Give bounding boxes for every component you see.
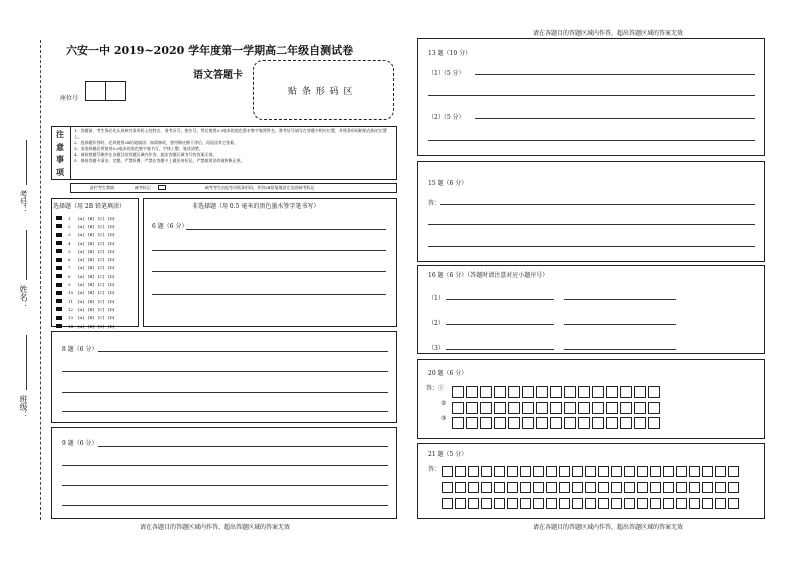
answer-cell[interactable] <box>637 498 648 509</box>
answer-cell[interactable] <box>536 417 548 429</box>
choice-title: 选择题（用 2B 铅笔填涂） <box>53 203 126 210</box>
q13-part1-label: （1）（5 分） <box>428 70 465 77</box>
choice-number: 9 <box>68 282 71 288</box>
nonchoice-title: 非选择题（用 0.5 毫米的黑色墨水签字笔书写） <box>192 203 320 210</box>
choice-grid <box>56 214 136 330</box>
answer-cell[interactable] <box>634 417 646 429</box>
answer-cell[interactable] <box>466 386 478 398</box>
answer-cell[interactable] <box>592 417 604 429</box>
answer-cell[interactable] <box>606 386 618 398</box>
answer-cell[interactable] <box>455 482 466 493</box>
timing-mark <box>56 307 62 311</box>
choice-option[interactable]: [C] <box>98 240 105 246</box>
answer-cell[interactable] <box>550 417 562 429</box>
q6-line-2[interactable] <box>152 250 386 251</box>
answer-cell[interactable] <box>481 466 492 477</box>
answer-cell[interactable] <box>494 482 505 493</box>
answer-cell[interactable] <box>536 386 548 398</box>
choice-option[interactable]: [C] <box>98 257 105 263</box>
timing-mark <box>56 224 62 228</box>
timing-mark <box>56 274 62 278</box>
answer-cell[interactable] <box>637 482 648 493</box>
choice-option[interactable]: [C] <box>98 232 105 238</box>
absent-middle-text: 缺考标记 <box>135 185 151 190</box>
answer-cell[interactable] <box>442 466 453 477</box>
note-line-4: 4．请按照题号顺序在各题目的答题区域内作答，超出答题区域书写的答案无效。 <box>74 152 217 157</box>
absent-right-text: 缺考考生由监考员贴条形码，并用2B铅笔填涂左边的缺考标记 <box>205 185 315 190</box>
q13-line-1[interactable] <box>475 74 755 75</box>
choice-option[interactable]: [D] <box>108 240 115 246</box>
answer-cell[interactable] <box>508 386 520 398</box>
q6-line-1[interactable] <box>186 229 386 230</box>
choice-number: 6 <box>68 257 71 263</box>
q16-part1-label: （1） <box>428 295 444 302</box>
answer-cell[interactable] <box>620 417 632 429</box>
choice-option[interactable]: [C] <box>98 248 105 254</box>
choice-option[interactable]: [C] <box>98 290 105 296</box>
nonchoice-box <box>143 198 397 327</box>
answer-cell[interactable] <box>663 482 674 493</box>
choice-option[interactable]: [A] <box>78 290 85 296</box>
answer-cell[interactable] <box>578 386 590 398</box>
answer-cell[interactable] <box>559 466 570 477</box>
choice-option[interactable]: [D] <box>108 315 115 321</box>
q9-line-4[interactable] <box>62 505 388 506</box>
q13-part2-label: （2）（5 分） <box>428 114 465 121</box>
answer-cell[interactable] <box>598 466 609 477</box>
choice-row <box>56 231 136 239</box>
class-underline <box>26 335 27 390</box>
q16-part3-label: （3） <box>428 345 444 352</box>
q20-row2-label: ② <box>441 400 447 407</box>
answer-cell[interactable] <box>663 498 674 509</box>
q15-line-2[interactable] <box>428 224 755 225</box>
absent-mark-box[interactable] <box>158 185 166 190</box>
q13-line-3[interactable] <box>475 118 755 119</box>
answer-cell[interactable] <box>585 482 596 493</box>
answer-cell[interactable] <box>585 498 596 509</box>
choice-row <box>56 247 136 255</box>
choice-option[interactable]: [A] <box>78 257 85 263</box>
q16-line-3a[interactable] <box>446 349 554 350</box>
q16-line-2b[interactable] <box>564 324 676 325</box>
choice-option[interactable]: [B] <box>88 215 95 221</box>
answer-cell[interactable] <box>598 498 609 509</box>
answer-cell[interactable] <box>663 466 674 477</box>
choice-option[interactable]: [D] <box>108 223 115 229</box>
answer-cell[interactable] <box>624 482 635 493</box>
q8-box <box>51 331 397 423</box>
answer-cell[interactable] <box>546 482 557 493</box>
choice-option[interactable]: [D] <box>108 248 115 254</box>
answer-cell[interactable] <box>442 482 453 493</box>
q21-row-3 <box>442 493 741 512</box>
q21-label: 21 题（5 分） <box>428 451 468 458</box>
answer-cell[interactable] <box>689 482 700 493</box>
choice-option[interactable]: [A] <box>78 215 85 221</box>
choice-option[interactable]: [C] <box>98 215 105 221</box>
answer-cell[interactable] <box>715 482 726 493</box>
answer-cell[interactable] <box>564 417 576 429</box>
answer-cell[interactable] <box>689 466 700 477</box>
timing-mark <box>56 283 62 287</box>
choice-option[interactable]: [C] <box>98 323 105 329</box>
q16-label: 16 题（6 分）（答题时请注意对应小题序号） <box>428 272 549 279</box>
answer-cell[interactable] <box>507 466 518 477</box>
answer-cell[interactable] <box>522 417 534 429</box>
answer-cell[interactable] <box>620 386 632 398</box>
answer-cell[interactable] <box>546 498 557 509</box>
choice-row <box>56 272 136 280</box>
student-no-underline <box>26 140 27 185</box>
q13-label: 13 题（10 分） <box>428 50 472 57</box>
answer-cell[interactable] <box>728 482 739 493</box>
q6-line-3[interactable] <box>152 271 386 272</box>
timing-mark <box>56 216 62 220</box>
timing-mark <box>56 249 62 253</box>
answer-cell[interactable] <box>468 498 479 509</box>
choice-number: 14 <box>68 323 74 329</box>
choice-number: 5 <box>68 248 71 254</box>
answer-cell[interactable] <box>533 466 544 477</box>
choice-row <box>56 239 136 247</box>
footer-bottom-right: 请在各题目的答题区域内作答，超出答题区域的答案无效 <box>533 524 684 531</box>
note-line-2: 2．选择题作答时，必须使用2B铅笔填涂；如需修改，要用橡皮擦干净后，再选涂其它答案。 <box>74 140 239 145</box>
q16-line-1a[interactable] <box>446 299 554 300</box>
choice-option[interactable]: [B] <box>88 282 95 288</box>
choice-number: 10 <box>68 290 74 296</box>
q8-line-4[interactable] <box>62 411 388 412</box>
answer-cell[interactable] <box>572 466 583 477</box>
answer-cell[interactable] <box>520 466 531 477</box>
note-line-1: 1．答题前，考生务必先认真核对条形码上的姓名、准考证号、座位号，然后使用0.5毫米的黑色墨水签字笔将姓名、准考证号填写在答题卡相应位置，并将条形码粘贴在指定位置上。 <box>74 128 387 139</box>
choice-option[interactable]: [A] <box>78 232 85 238</box>
q16-line-3b[interactable] <box>564 349 676 350</box>
choice-row <box>56 322 136 330</box>
choice-number: 7 <box>68 265 71 271</box>
q9-label: 9 题（6 分） <box>62 440 98 447</box>
answer-cell[interactable] <box>585 466 596 477</box>
choice-option[interactable]: [D] <box>108 290 115 296</box>
choice-number: 3 <box>68 232 71 238</box>
choice-option[interactable]: [A] <box>78 240 85 246</box>
answer-cell[interactable] <box>468 482 479 493</box>
answer-cell[interactable] <box>507 498 518 509</box>
choice-option[interactable]: [B] <box>88 240 95 246</box>
q15-answer-label: 答： <box>428 200 441 207</box>
answer-cell[interactable] <box>702 482 713 493</box>
choice-option[interactable]: [D] <box>108 232 115 238</box>
choice-option[interactable]: [C] <box>98 306 105 312</box>
answer-cell[interactable] <box>624 466 635 477</box>
choice-number: 1 <box>68 215 71 221</box>
student-no-label: 考号： <box>19 190 28 214</box>
choice-option[interactable]: [B] <box>88 257 95 263</box>
timing-mark <box>56 258 62 262</box>
choice-number: 2 <box>68 223 71 229</box>
timing-mark <box>56 291 62 295</box>
barcode-label: 贴 条 形 码 区 <box>288 87 354 97</box>
answer-cell[interactable] <box>689 498 700 509</box>
answer-cell[interactable] <box>637 466 648 477</box>
card-subtitle: 语文答题卡 <box>193 70 243 81</box>
answer-cell[interactable] <box>481 482 492 493</box>
choice-row <box>56 305 136 313</box>
notes-label <box>54 128 66 178</box>
seat-box-2[interactable] <box>105 81 126 101</box>
answer-cell[interactable] <box>550 386 562 398</box>
q15-line-1[interactable] <box>440 204 755 205</box>
notes-text <box>74 128 394 164</box>
choice-option[interactable]: [B] <box>88 232 95 238</box>
choice-option[interactable]: [D] <box>108 257 115 263</box>
answer-cell[interactable] <box>634 386 646 398</box>
answer-cell[interactable] <box>468 466 479 477</box>
answer-cell[interactable] <box>452 386 464 398</box>
answer-cell[interactable] <box>650 498 661 509</box>
answer-cell[interactable] <box>611 466 622 477</box>
answer-cell[interactable] <box>598 482 609 493</box>
binding-line <box>40 40 41 520</box>
note-line-3: 3．非选择题必须使用0.5毫米的黑色签字笔书写，字体工整、笔迹清楚。 <box>74 146 203 151</box>
choice-option[interactable]: [D] <box>108 273 115 279</box>
answer-cell[interactable] <box>676 466 687 477</box>
choice-option[interactable]: [B] <box>88 248 95 254</box>
choice-option[interactable]: [D] <box>108 265 115 271</box>
choice-option[interactable]: [B] <box>88 306 95 312</box>
absent-left-text: 此栏考生禁填 <box>90 185 114 190</box>
choice-option[interactable]: [C] <box>98 273 105 279</box>
notes-divider <box>70 126 71 180</box>
answer-cell[interactable] <box>494 498 505 509</box>
class-label: 班级： <box>19 395 28 419</box>
q16-line-1b[interactable] <box>564 299 676 300</box>
answer-cell[interactable] <box>702 466 713 477</box>
timing-mark <box>56 316 62 320</box>
footer-top-right: 请在各题目的答题区域内作答，超出答题区域的答案无效 <box>533 30 684 37</box>
answer-cell[interactable] <box>624 498 635 509</box>
answer-cell[interactable] <box>611 498 622 509</box>
choice-row <box>56 222 136 230</box>
answer-cell[interactable] <box>728 466 739 477</box>
choice-option[interactable]: [A] <box>78 306 85 312</box>
choice-option[interactable]: [C] <box>98 282 105 288</box>
answer-cell[interactable] <box>507 482 518 493</box>
q20-row3-label: ③ <box>441 415 447 422</box>
timing-mark <box>56 266 62 270</box>
choice-option[interactable]: [D] <box>108 282 115 288</box>
answer-cell[interactable] <box>494 386 506 398</box>
q8-line-3[interactable] <box>62 392 388 393</box>
answer-cell[interactable] <box>578 417 590 429</box>
q15-label: 15 题（6 分） <box>428 180 468 187</box>
q21-answer-label: 答： <box>428 466 441 473</box>
answer-cell[interactable] <box>494 466 505 477</box>
choice-number: 11 <box>68 298 74 304</box>
choice-option[interactable]: [A] <box>78 248 85 254</box>
choice-row <box>56 289 136 297</box>
choice-option[interactable]: [A] <box>78 273 85 279</box>
answer-cell[interactable] <box>494 417 506 429</box>
choice-option[interactable]: [B] <box>88 298 95 304</box>
choice-option[interactable]: [C] <box>98 315 105 321</box>
name-underline <box>26 230 27 280</box>
choice-option[interactable]: [A] <box>78 265 85 271</box>
answer-cell[interactable] <box>466 417 478 429</box>
choice-option[interactable]: [D] <box>108 298 115 304</box>
answer-cell[interactable] <box>648 417 660 429</box>
choice-option[interactable]: [B] <box>88 315 95 321</box>
answer-cell[interactable] <box>606 417 618 429</box>
q13-line-2[interactable] <box>428 95 755 96</box>
q20-answer-label: 答：① <box>426 385 445 392</box>
choice-option[interactable]: [B] <box>88 273 95 279</box>
choice-option[interactable]: [A] <box>78 323 85 329</box>
choice-option[interactable]: [A] <box>78 315 85 321</box>
answer-cell[interactable] <box>715 466 726 477</box>
answer-cell[interactable] <box>676 482 687 493</box>
answer-cell[interactable] <box>533 498 544 509</box>
choice-option[interactable]: [C] <box>98 223 105 229</box>
answer-cell[interactable] <box>572 498 583 509</box>
timing-mark <box>56 299 62 303</box>
timing-mark <box>56 324 62 328</box>
answer-cell[interactable] <box>481 498 492 509</box>
answer-cell[interactable] <box>533 482 544 493</box>
answer-cell[interactable] <box>546 466 557 477</box>
answer-cell[interactable] <box>676 498 687 509</box>
answer-cell[interactable] <box>559 498 570 509</box>
answer-cell[interactable] <box>480 417 492 429</box>
choice-number: 4 <box>68 240 71 246</box>
q9-line-2[interactable] <box>62 465 388 466</box>
choice-option[interactable]: [D] <box>108 215 115 221</box>
answer-cell[interactable] <box>442 498 453 509</box>
answer-cell[interactable] <box>480 386 492 398</box>
choice-option[interactable]: [C] <box>98 298 105 304</box>
seat-box-1[interactable] <box>85 81 106 101</box>
q16-line-2a[interactable] <box>446 324 554 325</box>
choice-option[interactable]: [A] <box>78 223 85 229</box>
answer-cell[interactable] <box>592 386 604 398</box>
answer-cell[interactable] <box>728 498 739 509</box>
q20-label: 20 题（6 分） <box>428 370 468 377</box>
q13-line-4[interactable] <box>428 140 755 141</box>
q9-line-3[interactable] <box>62 485 388 486</box>
note-line-5: 5．保持答题卡清洁、完整，严禁折叠、严禁在答题卡上做任何标记，严禁使用涂改液和修正带。 <box>74 158 245 163</box>
answer-cell[interactable] <box>650 466 661 477</box>
q8-line-1[interactable] <box>98 351 388 352</box>
q20-row-3 <box>452 412 662 431</box>
choice-number: 8 <box>68 273 71 279</box>
q6-line-4[interactable] <box>152 294 386 295</box>
choice-option[interactable]: [D] <box>108 323 115 329</box>
answer-cell[interactable] <box>455 498 466 509</box>
choice-row <box>56 264 136 272</box>
timing-mark <box>56 241 62 245</box>
answer-cell[interactable] <box>559 482 570 493</box>
answer-cell[interactable] <box>455 466 466 477</box>
choice-number: 13 <box>68 315 74 321</box>
seat-label: 座位号 <box>60 95 79 102</box>
q8-label: 8 题（6 分） <box>62 346 98 353</box>
answer-cell[interactable] <box>611 482 622 493</box>
choice-row <box>56 297 136 305</box>
q16-part2-label: （2） <box>428 320 444 327</box>
exam-title: 六安一中 2019~2020 学年度第一学期高二年级自测试卷 <box>66 44 354 57</box>
choice-option[interactable]: [B] <box>88 290 95 296</box>
timing-mark <box>56 233 62 237</box>
answer-cell[interactable] <box>520 498 531 509</box>
q8-line-2[interactable] <box>62 371 388 372</box>
q15-line-3[interactable] <box>428 246 755 247</box>
answer-cell[interactable] <box>522 386 534 398</box>
choice-option[interactable]: [B] <box>88 223 95 229</box>
answer-cell[interactable] <box>702 498 713 509</box>
answer-cell[interactable] <box>508 417 520 429</box>
choice-row <box>56 214 136 222</box>
choice-option[interactable]: [A] <box>78 298 85 304</box>
choice-row <box>56 280 136 288</box>
notes-label-text: 注意事项 <box>56 129 64 177</box>
choice-row <box>56 314 136 322</box>
answer-cell[interactable] <box>572 482 583 493</box>
name-label: 姓名： <box>19 285 28 309</box>
answer-cell[interactable] <box>648 386 660 398</box>
footer-left: 请在各题目的答题区域内作答，超出答题区域的答案无效 <box>140 524 291 531</box>
answer-cell[interactable] <box>520 482 531 493</box>
choice-option[interactable]: [D] <box>108 306 115 312</box>
choice-option[interactable]: [B] <box>88 323 95 329</box>
answer-cell[interactable] <box>452 417 464 429</box>
q9-line-1[interactable] <box>98 446 388 447</box>
choice-number: 12 <box>68 306 74 312</box>
choice-option[interactable]: [A] <box>78 282 85 288</box>
q6-label: 6 题（6 分） <box>152 223 188 230</box>
answer-cell[interactable] <box>715 498 726 509</box>
choice-row <box>56 255 136 263</box>
answer-cell[interactable] <box>650 482 661 493</box>
choice-option[interactable]: [B] <box>88 265 95 271</box>
answer-cell[interactable] <box>564 386 576 398</box>
choice-option[interactable]: [C] <box>98 265 105 271</box>
